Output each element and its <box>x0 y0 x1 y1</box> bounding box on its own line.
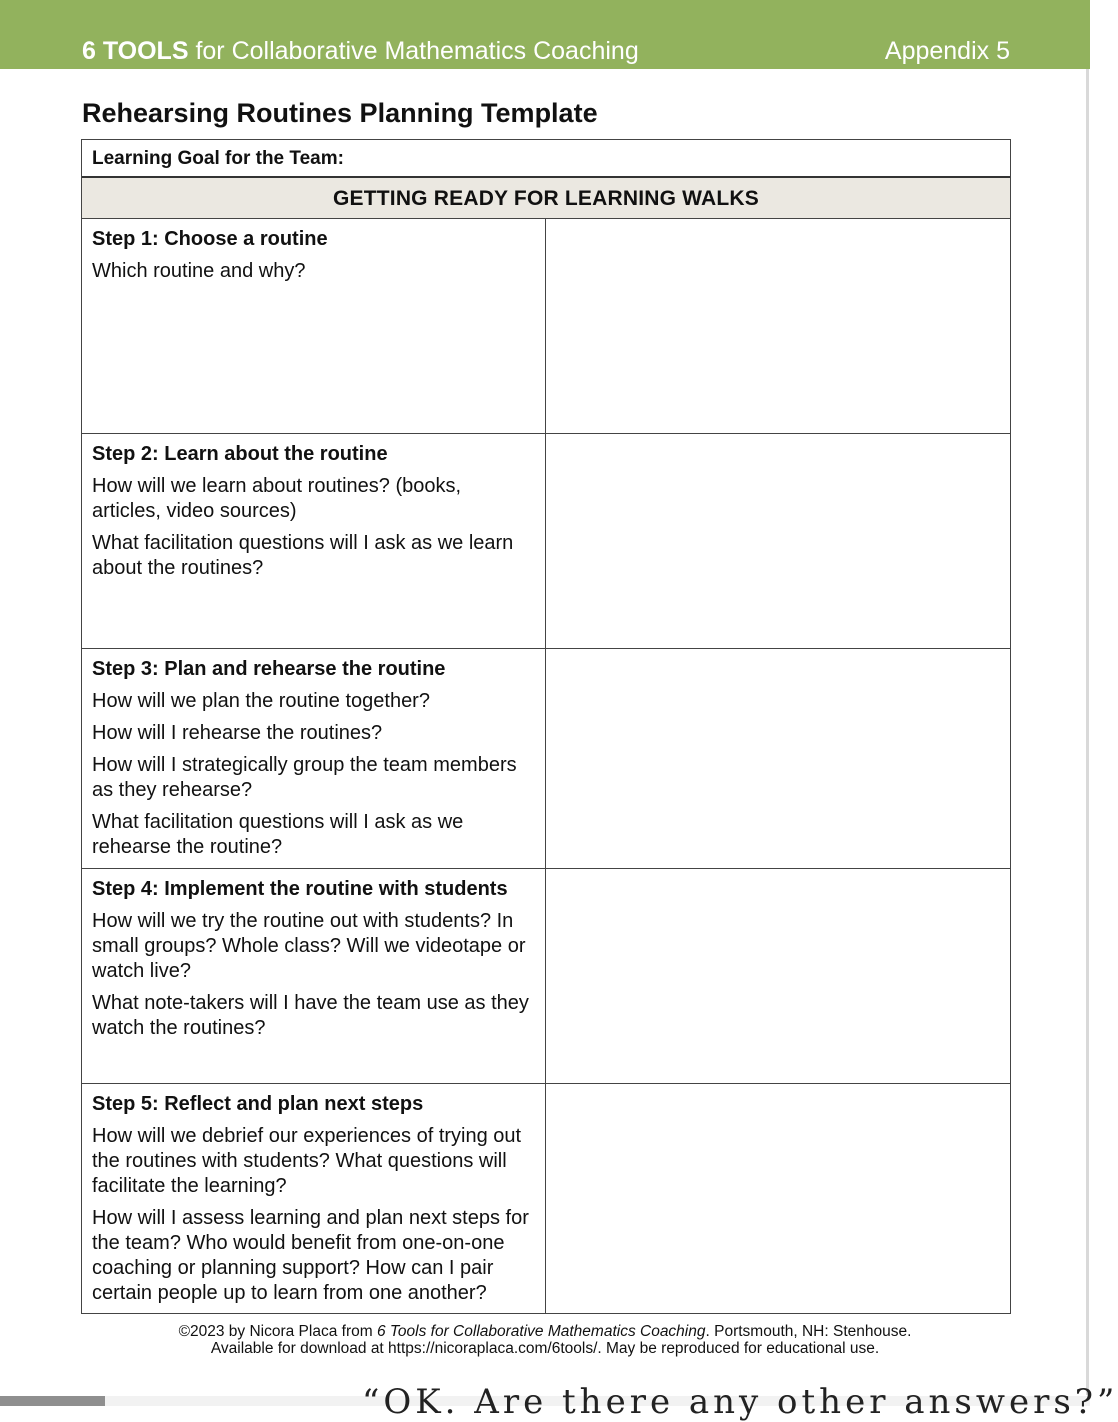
step-5-prompt <box>82 1084 546 1313</box>
step-3-question-2: How will I rehearse the routines? <box>92 722 383 744</box>
section-heading: GETTING READY FOR LEARNING WALKS <box>82 178 1010 219</box>
page-edge <box>1086 69 1089 1395</box>
step-3-prompt <box>82 649 546 868</box>
step-1-response-area[interactable] <box>546 219 1010 433</box>
step-2-response-area[interactable] <box>546 434 1010 648</box>
step-4-response-area[interactable] <box>546 869 1010 1083</box>
step-5-response-area[interactable] <box>546 1084 1010 1313</box>
step-3-response-area[interactable] <box>546 649 1010 868</box>
page-title: Rehearsing Routines Planning Template <box>82 98 598 128</box>
step-1-prompt <box>82 219 546 433</box>
step-5-title: Step 5: Reflect and plan next steps <box>92 1093 424 1115</box>
step-5-question-2: How will I assess learning and plan next steps for the team? Who would benefit from one-on-one coaching or planning support? How can I pair certain people up to learn from one another? <box>92 1207 529 1304</box>
next-page-shade <box>0 1396 105 1406</box>
learning-goal-label: Learning Goal for the Team: <box>92 148 344 169</box>
step-4-question-1: How will we try the routine out with students? In small groups? Whole class? Will we videotape or watch live? <box>92 910 526 982</box>
step-4-question-2: What note-takers will I have the team use as they watch the routines? <box>92 992 529 1039</box>
learning-goal-row <box>82 140 1010 178</box>
next-page-strip <box>0 1382 1118 1422</box>
step-4-prompt <box>82 869 546 1083</box>
step-row-4 <box>82 869 1010 1084</box>
book-series-title <box>82 36 639 66</box>
availability-line: Available for download at https://nicoraplaca.com/6tools/. May be reproduced for educational use. <box>210 1340 880 1357</box>
copyright-footer <box>0 1323 1090 1357</box>
copyright-line <box>0 1323 1090 1340</box>
book-title: 6 Tools for Collaborative Mathematics Coaching <box>376 1323 706 1340</box>
step-2-question-2: What facilitation questions will I ask as we learn about the routines? <box>92 532 514 579</box>
step-row-3 <box>82 649 1010 869</box>
planning-template-table <box>81 139 1011 1314</box>
step-5-question-1: How will we debrief our experiences of trying out the routines with students? What questions will facilitate the learning? <box>92 1125 522 1197</box>
header-band <box>0 0 1090 69</box>
copyright-suffix: . Portsmouth, NH: Stenhouse. <box>705 1323 912 1340</box>
step-2-prompt <box>82 434 546 648</box>
step-3-question-3: How will I strategically group the team members as they rehearse? <box>92 754 517 801</box>
step-2-question-1: How will we learn about routines? (books, articles, video sources) <box>92 475 462 522</box>
appendix-label: Appendix 5 <box>884 37 1010 65</box>
next-page-fragment: “OK. Are there any other answers?” <box>362 1382 1118 1422</box>
step-2-title: Step 2: Learn about the routine <box>92 443 388 465</box>
copyright-prefix: ©2023 by Nicora Placa from <box>178 1323 377 1340</box>
step-1-question-1: Which routine and why? <box>92 260 306 282</box>
step-row-1 <box>82 219 1010 434</box>
step-3-question-1: How will we plan the routine together? <box>92 690 430 712</box>
step-3-question-4: What facilitation questions will I ask as we rehearse the routine? <box>92 811 464 858</box>
step-1-title: Step 1: Choose a routine <box>92 228 328 250</box>
step-row-5 <box>82 1084 1010 1313</box>
step-3-title: Step 3: Plan and rehearse the routine <box>92 658 446 680</box>
step-row-2 <box>82 434 1010 649</box>
brand-bold: 6 TOOLS <box>82 37 189 65</box>
step-4-title: Step 4: Implement the routine with students <box>92 878 508 900</box>
brand-rest: for Collaborative Mathematics Coaching <box>188 37 639 65</box>
